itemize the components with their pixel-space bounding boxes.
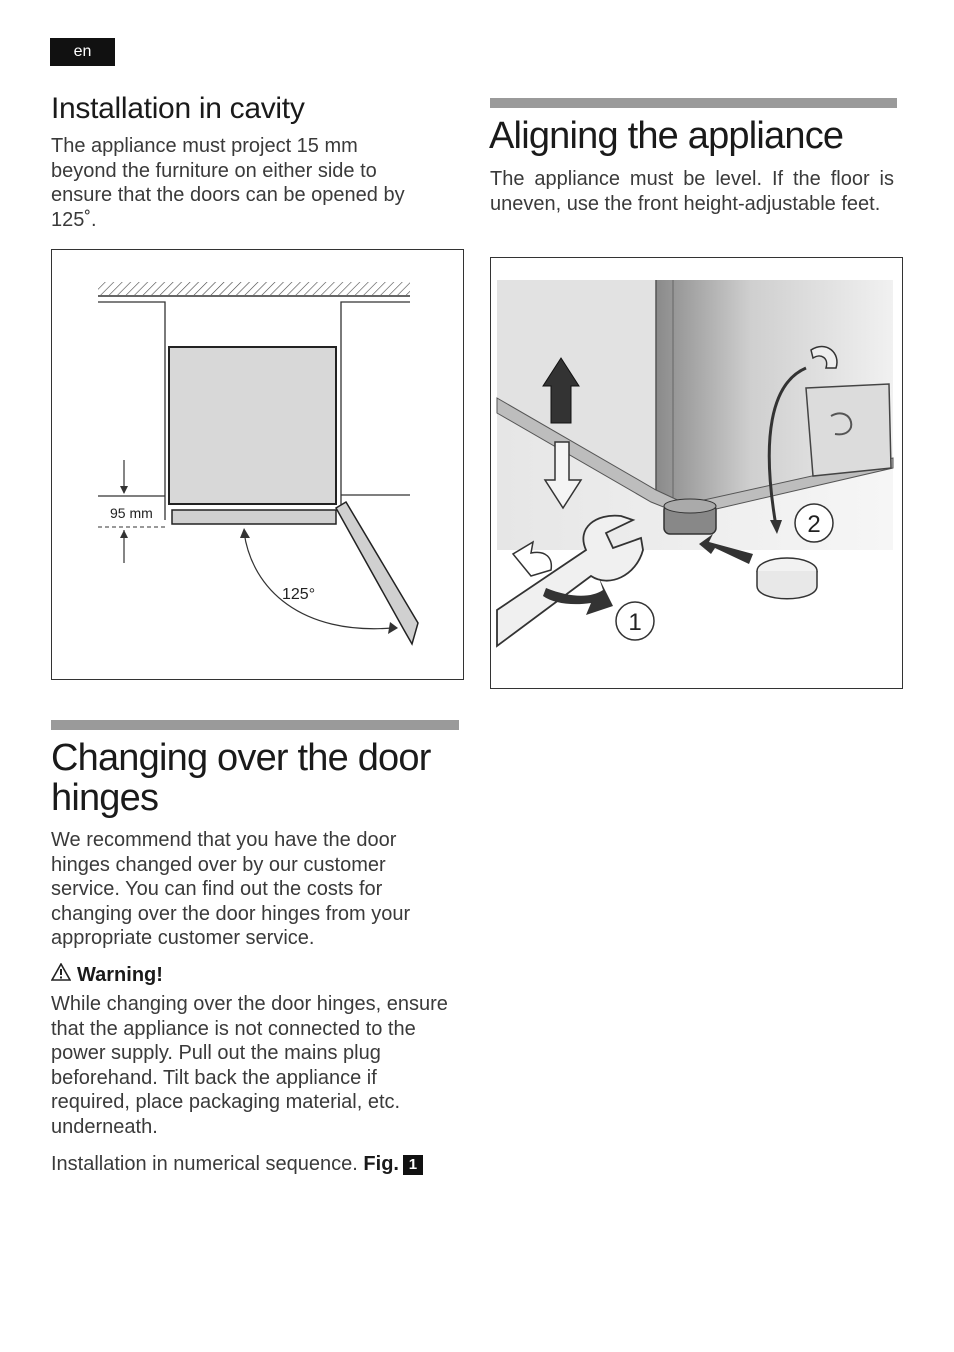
dimension-label: 95 mm xyxy=(110,505,153,521)
aligning-figure xyxy=(490,257,903,689)
fig-number-badge: 1 xyxy=(403,1155,423,1175)
sequence-text: Installation in numerical sequence. xyxy=(51,1153,358,1175)
angle-label: 125° xyxy=(282,586,316,603)
warning-triangle-icon xyxy=(51,963,71,987)
fig-label: Fig. xyxy=(363,1153,399,1175)
installation-heading: Installation in cavity xyxy=(51,92,305,125)
cavity-diagram xyxy=(52,250,463,679)
step-2-label: 2 xyxy=(807,511,821,538)
installation-body: The appliance must project 15 mm beyond the furniture on either side to ensure that the doors can be opened by 125˚. xyxy=(51,135,405,231)
warning-heading xyxy=(51,963,163,987)
step-1-label: 1 xyxy=(628,609,642,636)
language-badge: en xyxy=(50,38,115,66)
sequence-line xyxy=(51,1152,461,1177)
door-open xyxy=(336,502,418,644)
door-hinges-body: We recommend that you have the door hinges changed over by our customer service. You can find out the costs for changing over the door hinges from your appropriate customer service. xyxy=(51,829,411,949)
aligning-heading: Aligning the appliance xyxy=(489,115,844,157)
left-cabinet-wall xyxy=(98,302,165,520)
appliance-body xyxy=(169,347,336,504)
cavity-installation-figure xyxy=(51,249,464,680)
warning-title: Warning! xyxy=(77,964,163,986)
warning-body: While changing over the door hinges, ensure that the appliance is not connected to the power supply. Pull out the mains plug beforehand. Tilt back the appliance if required, place packaging material, etc. underneath. xyxy=(51,993,448,1138)
foot-adjust-diagram xyxy=(491,258,902,688)
door-hinges-heading-line1: Changing over the door xyxy=(51,737,431,779)
section-rule xyxy=(51,720,459,730)
door-hinges-heading-line2: hinges xyxy=(51,777,159,819)
section-rule xyxy=(490,98,897,108)
aligning-body: The appliance must be level. If the floor is uneven, use the front height-adjustable feet. xyxy=(490,168,894,215)
right-cabinet-wall xyxy=(341,302,410,505)
ceiling-hatch xyxy=(98,282,410,295)
door-closed xyxy=(172,510,336,524)
